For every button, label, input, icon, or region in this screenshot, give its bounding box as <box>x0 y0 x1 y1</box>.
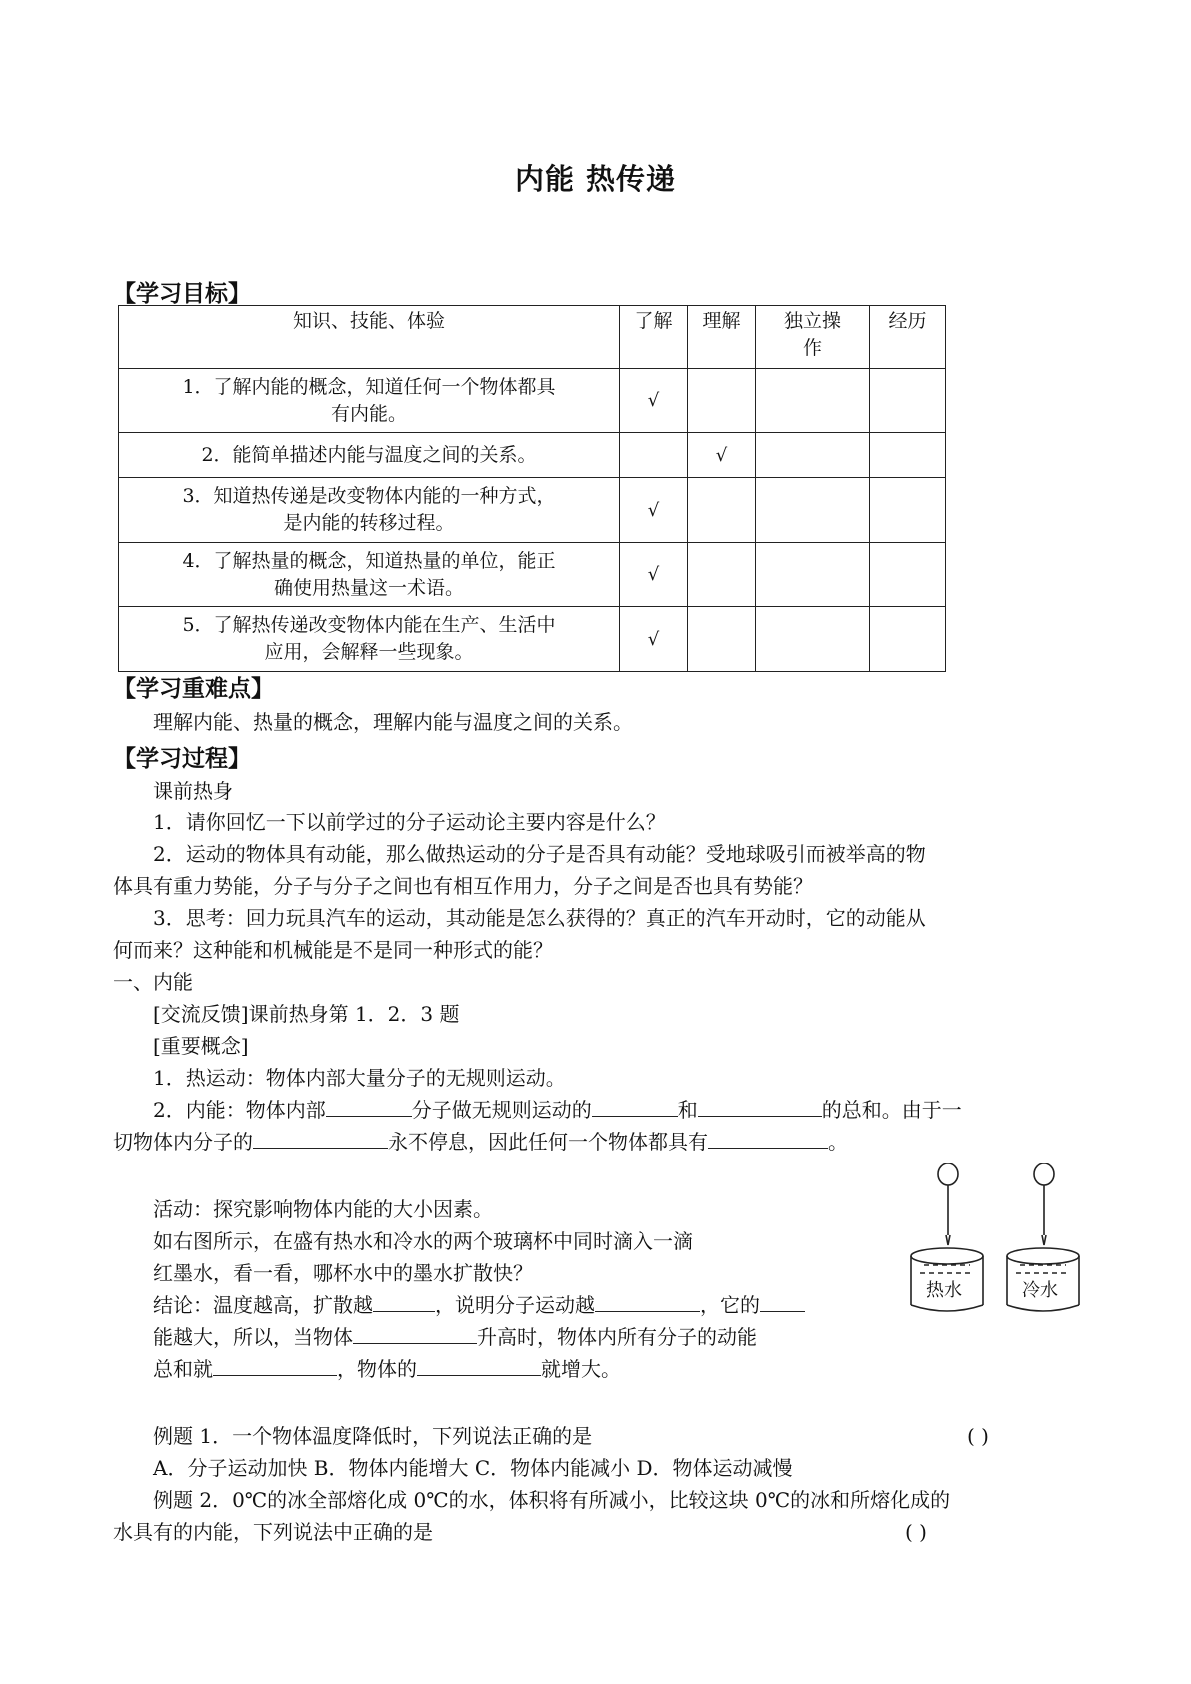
warmup-q1: 1．请你回忆一下以前学过的分子运动论主要内容是什么？ <box>153 810 666 834</box>
page-title: 内能 热传递 <box>514 162 677 196</box>
header-operate <box>756 306 870 369</box>
empty-cell <box>756 543 870 607</box>
header-experience: 经历 <box>870 306 946 369</box>
activity-line2: 如右图所示，在盛有热水和冷水的两个玻璃杯中同时滴入一滴 <box>153 1229 693 1253</box>
part1-heading: 一、内能 <box>113 970 193 994</box>
example2-line1: 例题 2．0℃的冰全部熔化成 0℃的水，体积将有所减小，比较这块 0℃的冰和所熔化成的 <box>153 1488 951 1512</box>
answer-blank[interactable] <box>213 1353 337 1376</box>
text: 。 <box>828 1130 848 1154</box>
activity-line6 <box>153 1353 621 1385</box>
warmup-q2-line2: 体具有重力势能，分子与分子之间也有相互作用力，分子之间是否也具有势能？ <box>113 874 813 898</box>
empty-cell <box>688 543 756 607</box>
concept-1: 1．热运动：物体内部大量分子的无规则运动。 <box>153 1066 566 1090</box>
text: 分子做无规则运动的 <box>411 1098 592 1122</box>
check-mark: √ <box>620 478 688 543</box>
table-row <box>119 607 946 672</box>
answer-blank[interactable] <box>417 1353 541 1376</box>
answer-blank[interactable] <box>253 1126 388 1149</box>
answer-blank[interactable] <box>373 1289 435 1312</box>
hot-water-label: 热水 <box>926 1280 962 1301</box>
header-operate-l1: 独立操 <box>783 310 841 332</box>
answer-blank[interactable] <box>698 1094 822 1117</box>
key-points-text: 理解内能、热量的概念，理解内能与温度之间的关系。 <box>153 710 633 734</box>
text: 永不停息，因此任何一个物体都具有 <box>388 1130 708 1154</box>
concept-2-line2 <box>113 1126 848 1158</box>
header-operate-l2: 作 <box>802 337 822 359</box>
empty-cell <box>870 369 946 433</box>
text: 升高时，物体内所有分子的动能 <box>477 1325 757 1349</box>
goal-text <box>119 478 620 543</box>
goal-line: 3．知道热传递是改变物体内能的一种方式， <box>182 485 556 507</box>
goal-text <box>119 543 620 607</box>
check-mark: √ <box>688 433 756 478</box>
activity-line1: 活动：探究影响物体内能的大小因素。 <box>153 1197 493 1221</box>
warmup-q3-line1: 3．思考：回力玩具汽车的运动，其动能是怎么获得的？真正的汽车开动时，它的动能从 <box>153 906 926 930</box>
goal-line: 是内能的转移过程。 <box>283 512 455 534</box>
example2-answer-paren[interactable]: ( ) <box>905 1520 927 1544</box>
goal-line: 5．了解热传递改变物体内能在生产、生活中 <box>182 614 556 636</box>
goal-text <box>119 607 620 672</box>
answer-blank[interactable] <box>708 1126 828 1149</box>
goal-text: 2．能简单描述内能与温度之间的关系。 <box>119 433 620 478</box>
empty-cell <box>870 478 946 543</box>
check-mark: √ <box>620 543 688 607</box>
text: 和 <box>677 1098 698 1122</box>
table-header-row <box>119 306 946 369</box>
goal-text <box>119 369 620 433</box>
empty-cell <box>756 369 870 433</box>
text: 的总和。由于一 <box>821 1098 962 1122</box>
header-comprehend: 理解 <box>688 306 756 369</box>
warmup-heading: 课前热身 <box>153 779 233 803</box>
empty-cell <box>688 607 756 672</box>
text: 2．内能：物体内部 <box>153 1098 326 1122</box>
goal-line: 应用，会解释一些现象。 <box>264 641 474 663</box>
empty-cell <box>756 607 870 672</box>
answer-blank[interactable] <box>760 1289 805 1312</box>
table-row <box>119 543 946 607</box>
text: 结论：温度越高，扩散越 <box>153 1293 373 1317</box>
text: 切物体内分子的 <box>113 1130 253 1154</box>
goals-table <box>118 305 946 672</box>
answer-blank[interactable] <box>592 1094 678 1117</box>
header-understand: 了解 <box>620 306 688 369</box>
table-row <box>119 433 946 478</box>
text: 能越大，所以，当物体 <box>153 1325 353 1349</box>
cold-water-label: 冷水 <box>1022 1280 1058 1301</box>
empty-cell <box>756 478 870 543</box>
warmup-q3-line2: 何而来？这种能和机械能是不是同一种形式的能？ <box>113 938 553 962</box>
empty-cell <box>756 433 870 478</box>
text: ，说明分子运动越 <box>435 1293 595 1317</box>
empty-cell <box>870 433 946 478</box>
activity-line4 <box>153 1289 805 1321</box>
activity-line3: 红墨水，看一看，哪杯水中的墨水扩散快？ <box>153 1261 533 1285</box>
warmup-q2-line1: 2．运动的物体具有动能，那么做热运动的分子是否具有动能？受地球吸引而被举高的物 <box>153 842 926 866</box>
check-mark: √ <box>620 607 688 672</box>
table-row <box>119 369 946 433</box>
text: 总和就 <box>153 1357 213 1381</box>
text: ，它的 <box>700 1293 760 1317</box>
section-process-heading: 【学习过程】 <box>113 746 251 772</box>
goal-line: 4．了解热量的概念，知道热量的单位，能正 <box>182 549 556 572</box>
empty-cell <box>870 543 946 607</box>
answer-blank[interactable] <box>353 1321 477 1344</box>
section-goals-heading: 【学习目标】 <box>113 281 251 307</box>
check-mark: √ <box>620 369 688 433</box>
example1-answer-paren[interactable]: ( ) <box>967 1424 989 1448</box>
empty-cell <box>688 478 756 543</box>
goal-line: 1．了解内能的概念，知道任何一个物体都具 <box>182 375 556 398</box>
goal-line: 确使用热量这一术语。 <box>273 576 464 599</box>
section-key-points-heading: 【学习重难点】 <box>113 676 274 702</box>
empty-cell <box>688 369 756 433</box>
concept-heading: [重要概念] <box>153 1034 249 1058</box>
example1-options: A．分子运动加快 B．物体内能增大 C．物体内能减小 D．物体运动减慢 <box>153 1456 793 1480</box>
beakers-figure <box>900 1163 1090 1318</box>
empty-cell <box>870 607 946 672</box>
example2-line2: 水具有的内能，下列说法中正确的是 <box>113 1520 433 1544</box>
text: ，物体的 <box>337 1357 417 1381</box>
feedback-line: [交流反馈]课前热身第 1．2．3 题 <box>153 1002 460 1026</box>
concept-2-line1 <box>153 1094 962 1126</box>
answer-blank[interactable] <box>326 1094 412 1117</box>
answer-blank[interactable] <box>595 1289 700 1312</box>
activity-line5 <box>153 1321 757 1353</box>
text: 就增大。 <box>541 1357 621 1381</box>
empty-cell <box>620 433 688 478</box>
header-knowledge: 知识、技能、体验 <box>119 306 620 369</box>
table-row <box>119 478 946 543</box>
example1-question: 例题 1．一个物体温度降低时，下列说法正确的是 <box>153 1424 593 1448</box>
goal-line: 有内能。 <box>330 402 407 425</box>
